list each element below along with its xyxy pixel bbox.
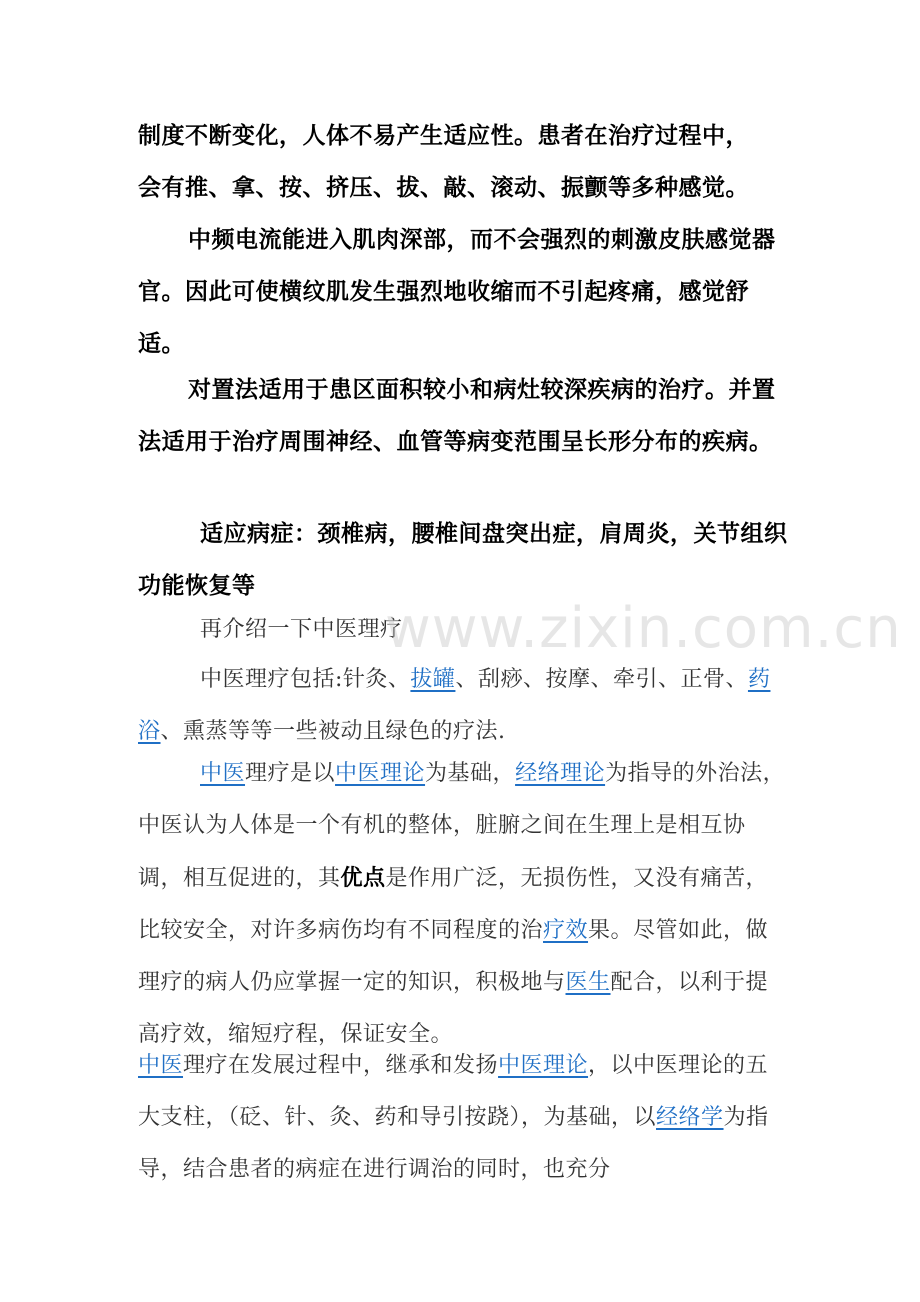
paragraph-6 <box>138 654 788 758</box>
link-efficacy[interactable]: 疗效 <box>543 918 589 943</box>
paragraph-1-line-2: 会有推、拿、按、挤压、拔、敲、滚动、振颤等多种感觉。 <box>138 174 749 201</box>
paragraph-4: 适应病症：颈椎病，腰椎间盘突出症，肩周炎，关节组织功能恢复等 <box>138 520 788 599</box>
link-tcm[interactable]: 中医 <box>200 761 246 786</box>
watermark: www.zixin.com.cn <box>385 596 902 661</box>
paragraph-1 <box>138 110 788 214</box>
link-tcm[interactable]: 中医 <box>138 1053 184 1078</box>
text-span: 、刮痧、按摩、牵引、正骨、 <box>455 667 748 692</box>
link-tcm-theory[interactable]: 中医理论 <box>498 1053 589 1078</box>
paragraph-5: 再介绍一下中医理疗 <box>200 617 403 642</box>
link-tcm-theory[interactable]: 中医理论 <box>335 761 426 786</box>
text-span: 为基础， <box>425 761 516 786</box>
text-span: 是作用广泛，无损伤性，又没有痛苦，比较安全，对许多病伤均有不同程度的治 <box>138 866 769 943</box>
link-meridian-study[interactable]: 经络学 <box>656 1105 724 1130</box>
text-span: 、熏蒸等等一些被动且绿色的疗法. <box>160 719 506 744</box>
text-span: 果。尽管如此，做理疗的病人仍应掌握一定的知识，积极地与 <box>138 918 769 995</box>
text-span: ，以中医理论的五大支柱，（砭、针、灸、药和导引按跷），为基础，以 <box>138 1053 769 1130</box>
text-span: 配合，以利于提高疗效，缩短疗程，保证安全。 <box>138 970 769 1047</box>
paragraph-3: 对置法适用于患区面积较小和病灶较深疾病的治疗。并置法适用于治疗周围神经、血管等病变范围呈长形分布的疾病。 <box>138 376 776 455</box>
text-span: 中医理疗包括:针灸、 <box>200 667 411 692</box>
paragraph-7 <box>138 748 788 1061</box>
paragraph-2: 中频电流能进入肌肉深部，而不会强烈的刺激皮肤感觉器官。因此可使横纹肌发生强烈地收缩而不引起疼痛，感觉舒适。 <box>138 226 776 357</box>
bold-advantage: 优点 <box>340 865 386 891</box>
link-herbal-bath[interactable]: 药浴 <box>138 667 771 744</box>
paragraph-8 <box>138 1040 788 1196</box>
text-span: 理疗在发展过程中，继承和发扬 <box>183 1053 499 1078</box>
text-span: 为指导的外治法，中医认为人体是一个有机的整体，脏腑之间在生理上是相互协调，相互促进的，其 <box>138 761 786 891</box>
paragraph-1-line-1: 制度不断变化，人体不易产生适应性。患者在治疗过程中， <box>138 122 749 149</box>
link-cupping[interactable]: 拔罐 <box>410 667 456 692</box>
text-span: 为指导，结合患者的病症在进行调治的同时，也充分 <box>138 1105 769 1182</box>
link-meridian-theory[interactable]: 经络理论 <box>515 761 606 786</box>
link-doctor[interactable]: 医生 <box>565 970 611 995</box>
text-span: 理疗是以 <box>245 761 336 786</box>
